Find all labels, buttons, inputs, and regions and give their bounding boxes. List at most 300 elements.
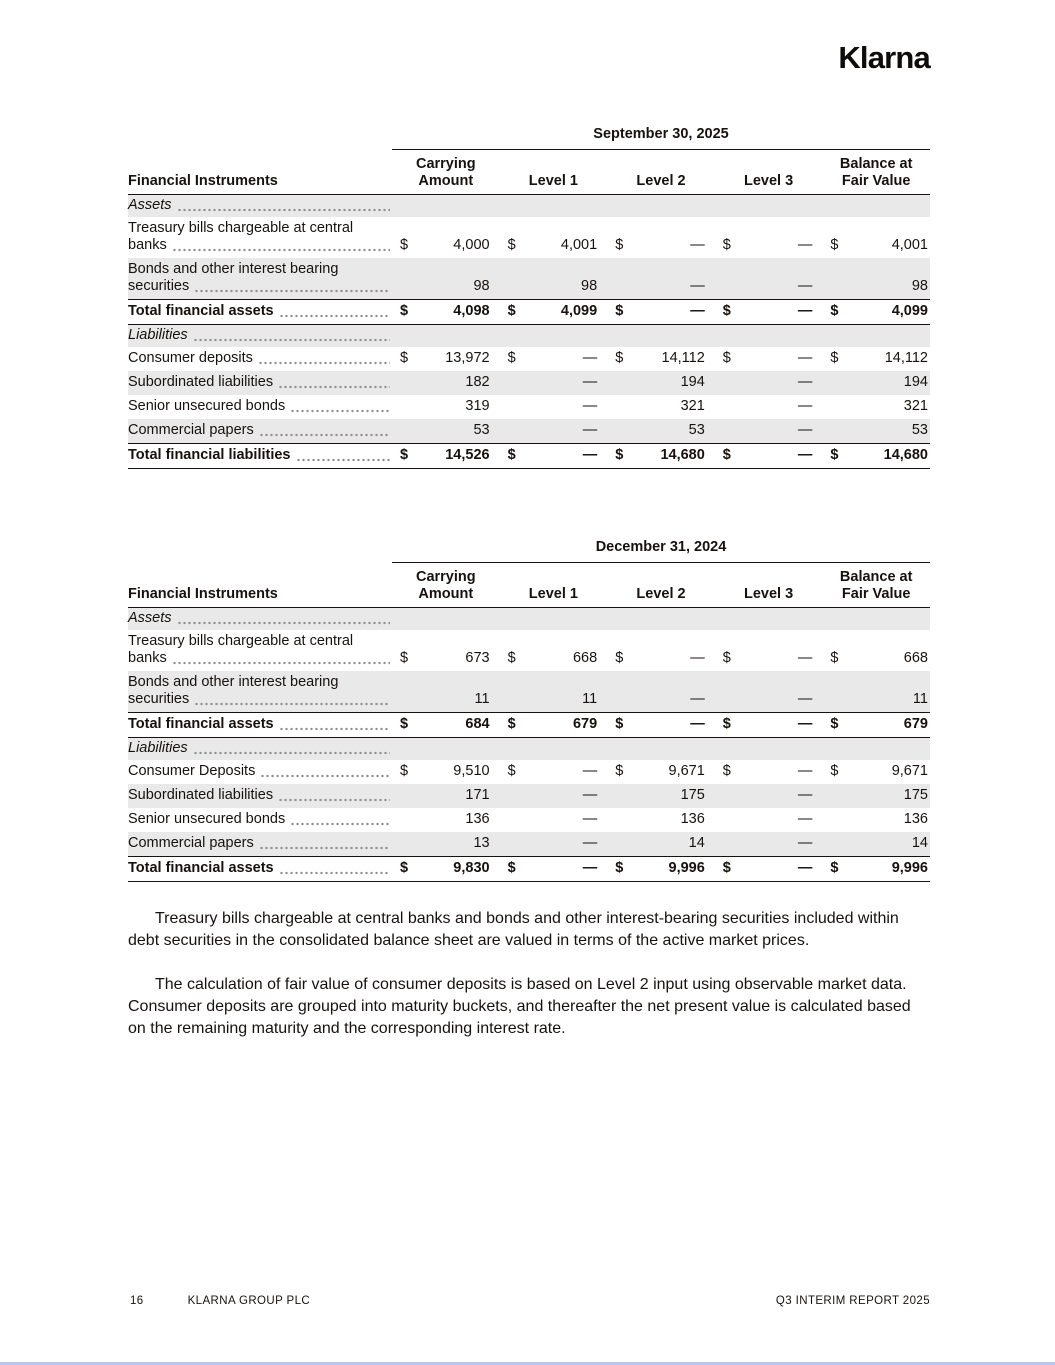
period-header-row xyxy=(128,539,930,563)
table-row-commercial-papers xyxy=(128,832,930,856)
cell-value: 98 xyxy=(581,278,598,294)
cell-value: 321 xyxy=(903,398,928,414)
row-label-line2 xyxy=(128,374,390,391)
currency-symbol: $ xyxy=(507,447,516,463)
dotted-leader xyxy=(259,431,390,437)
cell-value: — xyxy=(797,860,813,876)
cell-level-3 xyxy=(715,784,823,808)
table-row-assets xyxy=(128,195,930,217)
cell-value: 4,098 xyxy=(453,303,490,319)
row-label-line2 xyxy=(128,398,390,415)
cell-level-1 xyxy=(500,713,608,737)
cell-level-1 xyxy=(500,234,608,258)
cell-value: — xyxy=(797,763,813,779)
row-label-line1: Bonds and other interest bearing xyxy=(128,674,339,690)
currency-symbol: $ xyxy=(507,303,516,319)
row-label-text: Liabilities xyxy=(128,327,188,343)
cell-carrying-amount xyxy=(392,713,500,737)
col-header-level-3 xyxy=(715,167,823,194)
cell-level-1 xyxy=(500,857,608,881)
cell-fair-value xyxy=(822,444,930,468)
dotted-leader xyxy=(177,619,390,625)
cell-value: — xyxy=(582,447,598,463)
cell-level-3 xyxy=(715,347,823,371)
cell-level-1 xyxy=(500,784,608,808)
col-header-line: Fair Value xyxy=(841,173,911,189)
currency-symbol: $ xyxy=(615,860,624,876)
table-row-consumer-deposits xyxy=(128,760,930,784)
cell-value: 98 xyxy=(473,278,490,294)
col-header-fair-value xyxy=(822,563,930,607)
row-label xyxy=(128,371,392,395)
row-label xyxy=(128,857,392,881)
page-number: 16 xyxy=(130,1295,144,1307)
cell-fair-value xyxy=(822,395,930,419)
cell-level-2 xyxy=(607,371,715,395)
col-header-line: Amount xyxy=(418,173,474,189)
row-label xyxy=(128,395,392,419)
currency-symbol: $ xyxy=(400,716,409,732)
cell-carrying-amount xyxy=(392,808,500,832)
cell-value: — xyxy=(690,237,705,253)
cell-value: — xyxy=(690,278,705,294)
col-header-line: Balance at xyxy=(839,569,913,585)
row-label-line2 xyxy=(128,691,390,708)
cell-value: — xyxy=(797,422,813,438)
table-row-bonds-and-other-interest-bearing xyxy=(128,671,930,712)
dotted-leader xyxy=(279,725,390,731)
cell-level-3 xyxy=(715,444,823,468)
cell-value: 11 xyxy=(474,691,490,707)
cell-value: 4,001 xyxy=(891,237,928,253)
col-header-line: Level 3 xyxy=(744,173,794,189)
footer-report-title: Q3 INTERIM REPORT 2025 xyxy=(775,1295,930,1307)
table-row-commercial-papers xyxy=(128,419,930,443)
cell-value: 182 xyxy=(465,374,490,390)
col-header-line: Level 1 xyxy=(528,586,578,602)
currency-symbol: $ xyxy=(722,650,731,666)
cell-carrying-amount xyxy=(392,444,500,468)
row-label-line2 xyxy=(128,447,390,464)
cell-value: — xyxy=(582,835,598,851)
dotted-leader xyxy=(279,869,390,875)
cell-level-2 xyxy=(607,234,715,258)
dotted-leader xyxy=(279,312,390,318)
cell-value: 4,099 xyxy=(891,303,928,319)
cell-value: — xyxy=(582,860,598,876)
cell-value: — xyxy=(797,691,813,707)
cell-carrying-amount xyxy=(392,419,500,443)
row-label-line2 xyxy=(128,787,390,804)
cell-level-1 xyxy=(500,275,608,299)
currency-symbol: $ xyxy=(507,763,516,779)
dotted-leader xyxy=(177,206,390,212)
row-label xyxy=(128,784,392,808)
col-header-carrying-amount xyxy=(392,150,500,194)
row-label-text: Senior unsecured bonds xyxy=(128,811,286,827)
cell-level-3 xyxy=(715,713,823,737)
klarna-logo: Klarna xyxy=(838,40,930,75)
col-header-line: Level 1 xyxy=(528,173,578,189)
col-header-line: Level 2 xyxy=(636,586,686,602)
cell-value: — xyxy=(797,787,813,803)
cell-value: 175 xyxy=(680,787,705,803)
cell-level-3 xyxy=(715,419,823,443)
table-row-bonds-and-other-interest-bearing xyxy=(128,258,930,299)
cell-value: 14 xyxy=(688,835,705,851)
row-label xyxy=(128,738,392,760)
col-header-fair-value xyxy=(822,150,930,194)
currency-symbol: $ xyxy=(722,447,731,463)
dotted-leader xyxy=(290,407,390,413)
table-row-consumer-deposits xyxy=(128,347,930,371)
table-row-assets xyxy=(128,608,930,630)
cell-carrying-amount xyxy=(392,347,500,371)
row-label-line1: Treasury bills chargeable at central xyxy=(128,633,354,649)
row-label-text: Senior unsecured bonds xyxy=(128,398,286,414)
cell-value: 136 xyxy=(465,811,490,827)
cell-value: 171 xyxy=(465,787,490,803)
cell-level-1 xyxy=(500,395,608,419)
row-label xyxy=(128,325,392,347)
cell-fair-value xyxy=(822,808,930,832)
currency-symbol: $ xyxy=(830,763,839,779)
row-label xyxy=(128,419,392,443)
cell-carrying-amount xyxy=(392,832,500,856)
cell-level-1 xyxy=(500,808,608,832)
col-header-line: Carrying xyxy=(415,156,476,172)
currency-symbol: $ xyxy=(400,860,409,876)
fair-value-table-december-2024 xyxy=(128,539,930,882)
row-header-label: Financial Instruments xyxy=(128,586,278,602)
dotted-leader xyxy=(193,749,390,755)
row-label-text: Assets xyxy=(128,197,172,213)
currency-symbol: $ xyxy=(830,716,839,732)
currency-symbol: $ xyxy=(722,350,731,366)
currency-symbol: $ xyxy=(830,237,839,253)
cell-value: — xyxy=(797,350,813,366)
cell-carrying-amount xyxy=(392,857,500,881)
row-label-text: Subordinated liabilities xyxy=(128,374,274,390)
col-header-line: Balance at xyxy=(839,156,913,172)
row-label-line2 xyxy=(128,763,390,780)
dotted-leader xyxy=(172,659,390,665)
period-header-spacer xyxy=(128,539,392,563)
footer-left xyxy=(130,1295,310,1307)
cell-level-2 xyxy=(607,444,715,468)
currency-symbol: $ xyxy=(400,447,409,463)
cell-value: 194 xyxy=(903,374,928,390)
cell-value: — xyxy=(690,716,705,732)
cell-value: 319 xyxy=(465,398,490,414)
cell-value: 321 xyxy=(680,398,705,414)
cell-value: 9,510 xyxy=(453,763,490,779)
cell-fair-value xyxy=(822,713,930,737)
cell-value: 673 xyxy=(465,650,490,666)
cell-value: 11 xyxy=(912,691,928,707)
row-label xyxy=(128,808,392,832)
cell-value: — xyxy=(797,278,813,294)
notes-section xyxy=(128,908,930,1040)
footer-company: KLARNA GROUP PLC xyxy=(187,1295,311,1307)
currency-symbol: $ xyxy=(615,303,624,319)
row-label-text: banks xyxy=(128,650,167,666)
cell-level-2 xyxy=(607,808,715,832)
row-label-text: Assets xyxy=(128,610,172,626)
row-label-line2 xyxy=(128,740,390,757)
table-row-liabilities xyxy=(128,738,930,760)
cell-level-1 xyxy=(500,419,608,443)
cell-value: 11 xyxy=(582,691,598,707)
cell-fair-value xyxy=(822,760,930,784)
column-header-row xyxy=(128,563,930,608)
row-label-line2 xyxy=(128,716,390,733)
currency-symbol: $ xyxy=(830,303,839,319)
cell-value: — xyxy=(690,303,705,319)
cell-value: 9,996 xyxy=(668,860,705,876)
dotted-leader xyxy=(194,700,390,706)
row-label-line2 xyxy=(128,811,390,828)
row-label-line2 xyxy=(128,650,390,667)
row-label-text: securities xyxy=(128,278,190,294)
note-paragraph-valuation: Treasury bills chargeable at central banks and bonds and other interest-bearing securities included within debt securities in the consolidated balance sheet are valued in terms of the active market prices. xyxy=(128,910,899,949)
dotted-leader xyxy=(290,820,390,826)
cell-value: 136 xyxy=(680,811,705,827)
row-label-text: Commercial papers xyxy=(128,422,254,438)
cell-carrying-amount xyxy=(392,275,500,299)
cell-value: 13,972 xyxy=(445,350,490,366)
cell-level-3 xyxy=(715,760,823,784)
cell-level-3 xyxy=(715,688,823,712)
currency-symbol: $ xyxy=(830,860,839,876)
row-label-text: Total financial assets xyxy=(128,716,274,732)
row-label xyxy=(128,832,392,856)
col-header-line: Fair Value xyxy=(841,586,911,602)
currency-symbol: $ xyxy=(400,303,409,319)
row-label xyxy=(128,630,392,671)
cell-value: 53 xyxy=(473,422,490,438)
cell-level-1 xyxy=(500,347,608,371)
row-label-line2 xyxy=(128,422,390,439)
cell-level-2 xyxy=(607,300,715,324)
dotted-leader xyxy=(260,772,390,778)
table-row-total-financial-liabilities xyxy=(128,443,930,469)
currency-symbol: $ xyxy=(507,716,516,732)
table-row-senior-unsecured-bonds xyxy=(128,395,930,419)
table-row-treasury-bills-chargeable-at-central xyxy=(128,630,930,671)
currency-symbol: $ xyxy=(722,303,731,319)
row-label xyxy=(128,444,392,468)
dotted-leader xyxy=(193,336,390,342)
currency-symbol: $ xyxy=(615,237,624,253)
currency-symbol: $ xyxy=(830,650,839,666)
cell-carrying-amount xyxy=(392,234,500,258)
cell-value: 4,099 xyxy=(560,303,598,319)
cell-value: — xyxy=(582,787,598,803)
row-label-line1: Treasury bills chargeable at central xyxy=(128,220,354,236)
row-label-line2 xyxy=(128,860,390,877)
row-label-line2 xyxy=(128,835,390,852)
row-label-line2 xyxy=(128,237,390,254)
cell-level-2 xyxy=(607,713,715,737)
currency-symbol: $ xyxy=(507,350,516,366)
col-header-line: Level 2 xyxy=(636,173,686,189)
cell-value: — xyxy=(582,374,598,390)
note-paragraph-consumer-deposits: The calculation of fair value of consumer deposits is based on Level 2 input using observable market data. Consumer deposits are grouped into maturity buckets, and thereafter the net present value is calculated based on the remaining maturity and the corresponding interest rate. xyxy=(128,976,911,1037)
cell-carrying-amount xyxy=(392,784,500,808)
col-header-level-2 xyxy=(607,167,715,194)
col-header-level-1 xyxy=(500,167,608,194)
cell-value: 679 xyxy=(903,716,928,732)
row-label xyxy=(128,217,392,258)
col-header-line: Amount xyxy=(418,586,474,602)
dotted-leader xyxy=(259,844,390,850)
period-header-spacer xyxy=(128,126,392,150)
cell-fair-value xyxy=(822,275,930,299)
currency-symbol: $ xyxy=(507,650,516,666)
dotted-leader xyxy=(278,796,390,802)
cell-value: 175 xyxy=(903,787,928,803)
currency-symbol: $ xyxy=(400,350,409,366)
cell-fair-value xyxy=(822,300,930,324)
table-body xyxy=(128,195,930,469)
currency-symbol: $ xyxy=(615,447,624,463)
table-body xyxy=(128,608,930,882)
cell-value: — xyxy=(797,303,813,319)
col-header-level-2 xyxy=(607,580,715,607)
period-header-row xyxy=(128,126,930,150)
cell-level-3 xyxy=(715,275,823,299)
cell-value: 98 xyxy=(911,278,928,294)
cell-value: — xyxy=(797,716,813,732)
currency-symbol: $ xyxy=(507,860,516,876)
table-row-senior-unsecured-bonds xyxy=(128,808,930,832)
cell-value: 53 xyxy=(911,422,928,438)
cell-level-2 xyxy=(607,857,715,881)
row-label-line2 xyxy=(128,303,390,320)
row-label-text: Subordinated liabilities xyxy=(128,787,274,803)
row-label xyxy=(128,258,392,299)
row-label-text: Total financial liabilities xyxy=(128,447,291,463)
cell-value: — xyxy=(582,422,598,438)
cell-value: 679 xyxy=(572,716,598,732)
table-row-total-financial-assets xyxy=(128,712,930,738)
currency-symbol: $ xyxy=(507,237,516,253)
period-label: December 31, 2024 xyxy=(392,539,930,563)
row-label-line1: Bonds and other interest bearing xyxy=(128,261,339,277)
currency-symbol: $ xyxy=(722,860,731,876)
cell-value: 14,526 xyxy=(445,447,490,463)
dotted-leader xyxy=(296,456,391,462)
cell-value: 9,671 xyxy=(668,763,705,779)
cell-value: 14,112 xyxy=(884,350,928,366)
dotted-leader xyxy=(278,383,390,389)
cell-value: — xyxy=(690,650,705,666)
cell-fair-value xyxy=(822,647,930,671)
row-label xyxy=(128,300,392,324)
col-header-level-1 xyxy=(500,580,608,607)
row-label-line2 xyxy=(128,197,390,214)
cell-value: — xyxy=(582,811,598,827)
cell-value: 9,830 xyxy=(453,860,490,876)
row-label-line2 xyxy=(128,350,390,367)
row-header-label: Financial Instruments xyxy=(128,173,278,189)
cell-level-2 xyxy=(607,760,715,784)
cell-value: 9,671 xyxy=(891,763,928,779)
cell-fair-value xyxy=(822,857,930,881)
cell-value: 14,112 xyxy=(661,350,705,366)
cell-level-2 xyxy=(607,784,715,808)
col-header-carrying-amount xyxy=(392,563,500,607)
currency-symbol: $ xyxy=(615,763,624,779)
fair-value-table-september-2025 xyxy=(128,126,930,469)
dotted-leader xyxy=(172,246,390,252)
cell-level-1 xyxy=(500,371,608,395)
cell-carrying-amount xyxy=(392,688,500,712)
cell-value: — xyxy=(797,835,813,851)
currency-symbol: $ xyxy=(830,350,839,366)
table-row-total-financial-assets xyxy=(128,299,930,325)
cell-level-3 xyxy=(715,234,823,258)
currency-symbol: $ xyxy=(400,763,409,779)
cell-level-2 xyxy=(607,419,715,443)
table-row-subordinated-liabilities xyxy=(128,784,930,808)
cell-fair-value xyxy=(822,832,930,856)
cell-level-3 xyxy=(715,395,823,419)
cell-fair-value xyxy=(822,371,930,395)
currency-symbol: $ xyxy=(722,763,731,779)
currency-symbol: $ xyxy=(400,237,409,253)
cell-value: 13 xyxy=(473,835,490,851)
cell-carrying-amount xyxy=(392,300,500,324)
cell-level-1 xyxy=(500,832,608,856)
currency-symbol: $ xyxy=(722,237,731,253)
cell-level-1 xyxy=(500,760,608,784)
cell-level-2 xyxy=(607,395,715,419)
cell-value: 9,996 xyxy=(891,860,928,876)
row-label-line2 xyxy=(128,327,390,344)
row-label-text: Liabilities xyxy=(128,740,188,756)
cell-value: — xyxy=(797,811,813,827)
cell-value: 668 xyxy=(903,650,928,666)
cell-carrying-amount xyxy=(392,371,500,395)
cell-value: 136 xyxy=(903,811,928,827)
row-label-text: Consumer deposits xyxy=(128,350,253,366)
cell-level-3 xyxy=(715,857,823,881)
row-label-text: Consumer Deposits xyxy=(128,763,256,779)
currency-symbol: $ xyxy=(400,650,409,666)
cell-value: 194 xyxy=(680,374,705,390)
row-label xyxy=(128,671,392,712)
cell-value: 668 xyxy=(572,650,598,666)
table-row-subordinated-liabilities xyxy=(128,371,930,395)
row-label xyxy=(128,347,392,371)
row-label-text: banks xyxy=(128,237,167,253)
cell-value: — xyxy=(582,350,598,366)
cell-value: — xyxy=(797,398,813,414)
table-row-liabilities xyxy=(128,325,930,347)
page-footer xyxy=(130,1295,930,1307)
cell-value: 684 xyxy=(465,716,490,732)
cell-value: 53 xyxy=(688,422,705,438)
cell-level-2 xyxy=(607,275,715,299)
cell-level-3 xyxy=(715,647,823,671)
table-row-treasury-bills-chargeable-at-central xyxy=(128,217,930,258)
cell-level-1 xyxy=(500,688,608,712)
cell-value: 14,680 xyxy=(883,447,928,463)
row-label xyxy=(128,608,392,630)
currency-symbol: $ xyxy=(615,716,624,732)
